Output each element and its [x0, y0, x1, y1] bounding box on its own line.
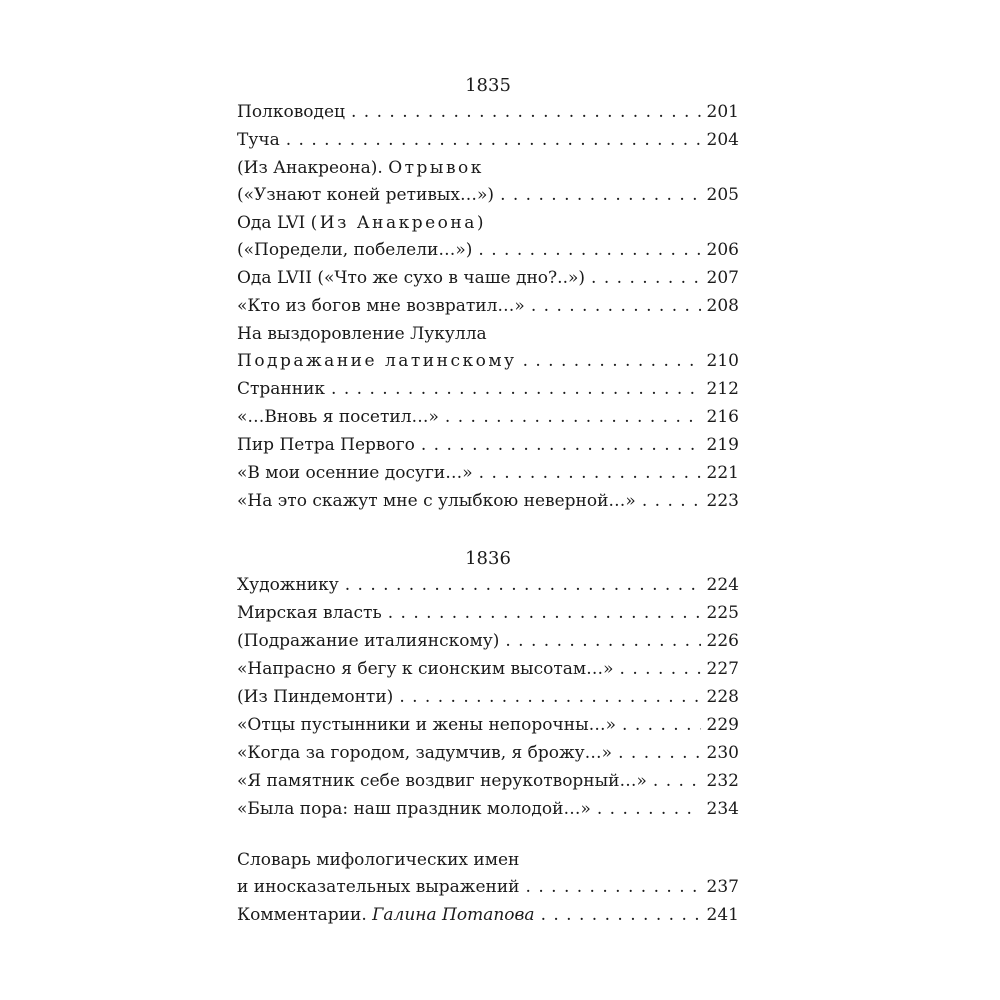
- entry-page: 227: [706, 659, 739, 679]
- toc-entry: [237, 293, 739, 320]
- entry-page: 228: [706, 687, 739, 707]
- entry-title-line1: На выздоровление Лукулла: [237, 324, 487, 344]
- dot-leader: [620, 656, 701, 683]
- entry-title: «Отцы пустынники и жены непорочны…»: [237, 715, 617, 735]
- entry-page: 237: [706, 877, 739, 897]
- entry-page: 205: [706, 185, 739, 205]
- dot-leader: [505, 628, 700, 655]
- toc-entry: [237, 768, 739, 795]
- toc-entry: [237, 460, 739, 487]
- entry-page: 201: [706, 102, 739, 122]
- table-of-contents: [237, 72, 739, 929]
- entry-page: 229: [706, 715, 739, 735]
- toc-entry: [237, 321, 739, 375]
- entry-page: 208: [706, 296, 739, 316]
- entry-title-part: Комментарии.: [237, 905, 373, 925]
- entry-title: Мирская власть: [237, 603, 382, 623]
- entry-page: 241: [706, 905, 739, 925]
- entry-page: 216: [706, 407, 739, 427]
- entry-page: 219: [706, 435, 739, 455]
- entry-page: 230: [706, 743, 739, 763]
- entry-title: и иносказательных выражений: [237, 877, 520, 897]
- dot-leader: [653, 768, 701, 795]
- toc-entry: [237, 488, 739, 515]
- entry-title: Художнику: [237, 575, 339, 595]
- entry-page: 232: [706, 771, 739, 791]
- entry-title: Пир Петра Первого: [237, 435, 415, 455]
- entry-page: 207: [706, 268, 739, 288]
- toc-entry: [237, 210, 739, 264]
- entry-title: «Была пора: наш праздник молодой…»: [237, 799, 591, 819]
- entry-page: 223: [706, 491, 739, 511]
- entry-title-line1: Словарь мифологических имен: [237, 850, 520, 870]
- back-matter: [237, 847, 739, 929]
- entry-title: [237, 902, 535, 929]
- entry-title-part: (Из Анакреона).: [237, 158, 389, 178]
- entry-title: «Я памятник себе воздвиг нерукотворный…»: [237, 771, 647, 791]
- dot-leader: [622, 712, 701, 739]
- entry-title: «Когда за городом, задумчив, я брожу…»: [237, 743, 613, 763]
- toc-entry: [237, 628, 739, 655]
- dot-leader: [345, 572, 701, 599]
- entry-title: Туча: [237, 130, 280, 150]
- toc-entry: [237, 432, 739, 459]
- entry-title-part-spaced: Отрывок: [388, 158, 484, 178]
- dot-leader: [388, 600, 701, 627]
- toc-entry-commentary: [237, 902, 739, 929]
- entry-page: 224: [706, 575, 739, 595]
- entry-page: 226: [706, 631, 739, 651]
- dot-leader: [445, 404, 701, 431]
- dot-leader: [531, 293, 701, 320]
- toc-entry: [237, 265, 739, 292]
- entry-title: («Поредели, побелели…»): [237, 240, 473, 260]
- entry-title-line1: [237, 210, 739, 237]
- dot-leader: [642, 488, 701, 515]
- entry-title-part-spaced: (Из Анакреона): [310, 213, 486, 233]
- dot-leader: [618, 740, 700, 767]
- toc-entry: [237, 600, 739, 627]
- entry-title-line1: [237, 155, 739, 182]
- entry-title: (Из Пиндемонти): [237, 687, 394, 707]
- dot-leader: [541, 902, 701, 929]
- dot-leader: [331, 376, 701, 403]
- toc-entry: [237, 127, 739, 154]
- dot-leader: [286, 127, 701, 154]
- toc-entry-dictionary: [237, 847, 739, 901]
- entry-page: 210: [706, 351, 739, 371]
- toc-entry: [237, 796, 739, 823]
- entry-title: «Кто из богов мне возвратил…»: [237, 296, 525, 316]
- toc-entry: [237, 155, 739, 209]
- dot-leader: [523, 348, 701, 375]
- entry-page: 204: [706, 130, 739, 150]
- dot-leader: [591, 265, 701, 292]
- dot-leader: [478, 237, 700, 264]
- entry-title-part: Ода LVI: [237, 213, 311, 233]
- toc-entry: [237, 376, 739, 403]
- dot-leader: [597, 796, 701, 823]
- section-year-1835: 1835: [465, 75, 511, 96]
- toc-entry: [237, 656, 739, 683]
- entry-title: («Узнают коней ретивых…»): [237, 185, 495, 205]
- entry-title: (Подражание италиянскому): [237, 631, 500, 651]
- entry-title: Полководец: [237, 102, 345, 122]
- dot-leader: [351, 99, 701, 126]
- entry-title: «На это скажут мне с улыбкою неверной…»: [237, 491, 636, 511]
- entry-page: 221: [706, 463, 739, 483]
- toc-entry: [237, 404, 739, 431]
- toc-entry: [237, 740, 739, 767]
- dot-leader: [399, 684, 700, 711]
- entry-title: Подражание латинскому: [237, 351, 517, 371]
- entry-author: Галина Потапова: [372, 905, 535, 925]
- entry-title: Странник: [237, 379, 326, 399]
- entry-page: 234: [706, 799, 739, 819]
- toc-entry: [237, 99, 739, 126]
- entry-title: «В мои осенние досуги…»: [237, 463, 473, 483]
- toc-entry: [237, 684, 739, 711]
- dot-leader: [421, 432, 701, 459]
- entry-title: «Напрасно я бегу к сионским высотам…»: [237, 659, 614, 679]
- dot-leader: [526, 874, 701, 901]
- entry-title: «…Вновь я посетил…»: [237, 407, 439, 427]
- entry-title: Ода LVII («Что же сухо в чаше дно?..»): [237, 268, 586, 288]
- dot-leader: [479, 460, 701, 487]
- entry-page: 225: [706, 603, 739, 623]
- toc-entry: [237, 572, 739, 599]
- section-year-1836: 1836: [465, 548, 511, 569]
- dot-leader: [500, 182, 700, 209]
- toc-entry: [237, 712, 739, 739]
- entry-page: 212: [706, 379, 739, 399]
- entry-page: 206: [706, 240, 739, 260]
